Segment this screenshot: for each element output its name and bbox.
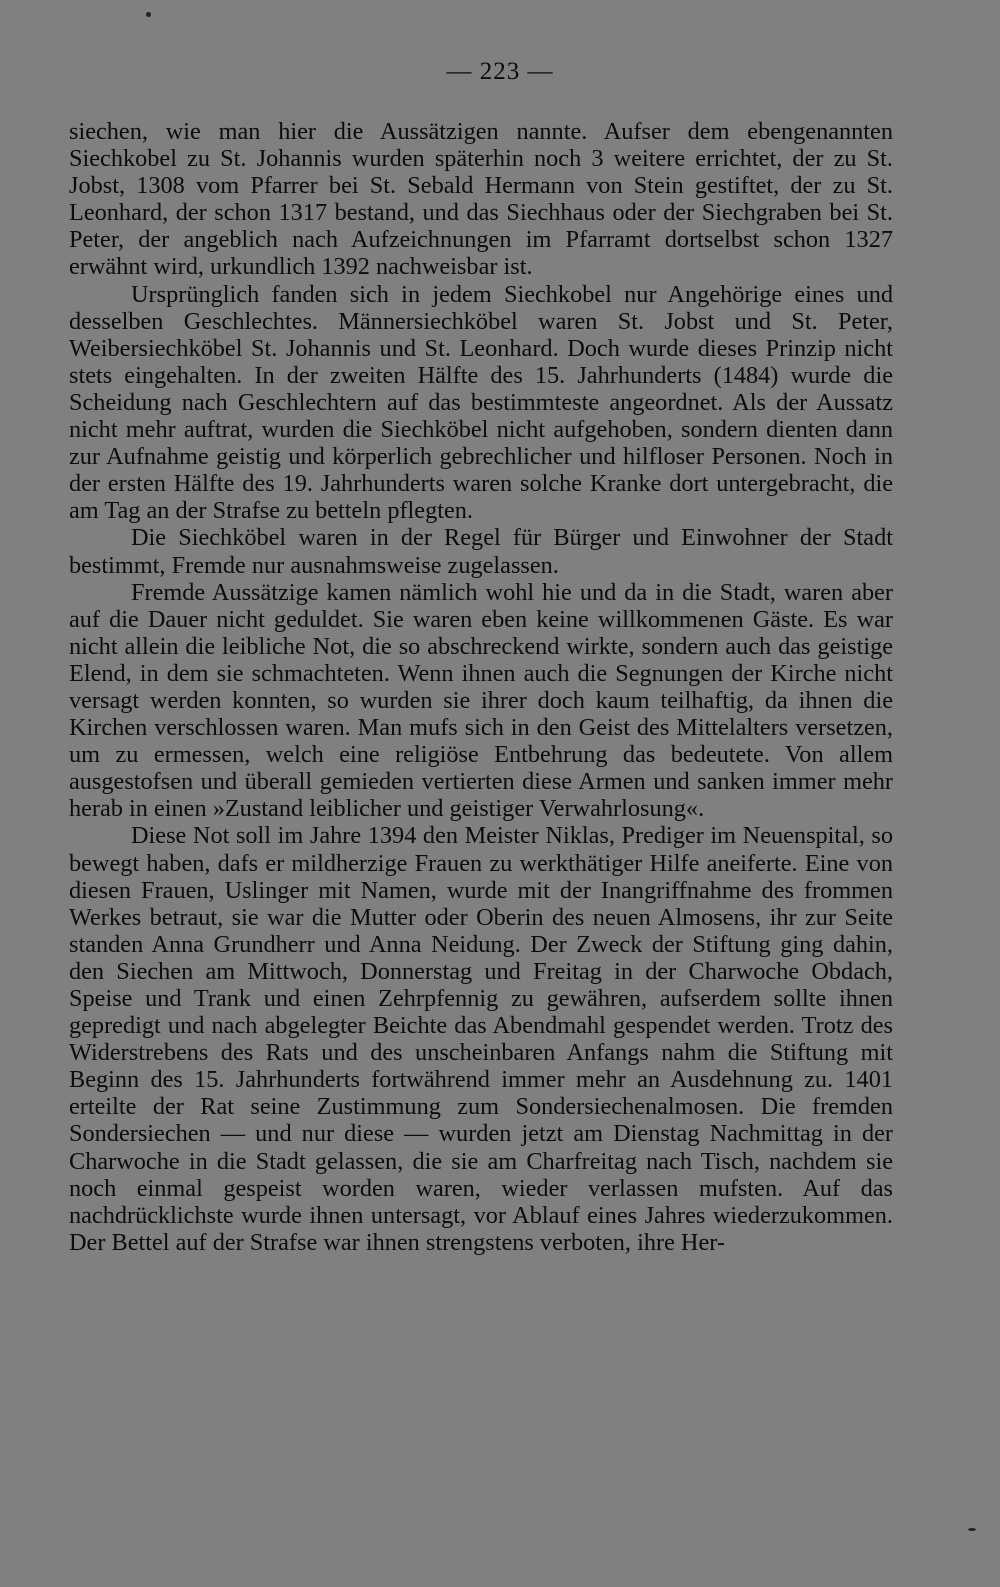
paragraph: siechen, wie man hier die Aussätzigen nannte. Aufser dem ebengenannten Siechkobel zu St. Johannis wurden späterhin noch 3 weitere errichtet, der zu St. Jobst, 1308 vom Pfarrer bei St. Sebald Hermann von Stein gestiftet, der zu St. Leonhard, der schon 1317 bestand, und das Siechhaus oder der Siechgraben bei St. Peter, der angeblich nach Aufzeichnungen im Pfarramt dortselbst schon 1327 erwähnt wird, urkundlich 1392 nachweisbar ist. bbox=[69, 118, 893, 281]
body-text bbox=[69, 118, 893, 1256]
print-speck bbox=[968, 1528, 976, 1531]
paragraph: Die Siechköbel waren in der Regel für Bürger und Einwohner der Stadt bestimmt, Fremde nur ausnahmsweise zugelassen. bbox=[69, 524, 893, 579]
print-speck bbox=[146, 12, 151, 17]
page-number: — 223 — bbox=[446, 58, 554, 85]
paragraph: Ursprünglich fanden sich in jedem Siechkobel nur Angehörige eines und desselben Geschlechtes. Männersiechköbel waren St. Jobst und St. Peter, Weibersiechköbel St. Johannis und St. Leonhard. Doch wurde dieses Prinzip nicht stets eingehalten. In der zweiten Hälfte des 15. Jahrhunderts (1484) wurde die Scheidung nach Geschlechtern auf das bestimmteste angeordnet. Als der Aussatz nicht mehr auftrat, wurden die Siechköbel nicht aufgehoben, sondern dienten dann zur Aufnahme geistig und körperlich gebrechlicher und hilfloser Personen. Noch in der ersten Hälfte des 19. Jahrhunderts waren solche Kranke dort untergebracht, die am Tag an der Strafse zu betteln pflegten. bbox=[69, 280, 893, 525]
paragraph: Diese Not soll im Jahre 1394 den Meister Niklas, Prediger im Neuenspital, so bewegt haben, dafs er mildherzige Frauen zu werkthätiger Hilfe aneiferte. Eine von diesen Frauen, Uslinger mit Namen, wurde mit der Inangriffnahme des frommen Werkes betraut, sie war die Mutter oder Oberin des neuen Almosens, ihr zur Seite standen Anna Grundherr und Anna Neidung. Der Zweck der Stiftung ging dahin, den Siechen am Mittwoch, Donnerstag und Freitag in der Charwoche Obdach, Speise und Trank und einen Zehrpfennig zu gewähren, aufserdem sollte ihnen gepredigt und nach abgelegter Beichte das Abendmahl gespendet werden. Trotz des Widerstrebens des Rats und des unscheinbaren Anfangs nahm die Stiftung mit Beginn des 15. Jahrhunderts fortwährend immer mehr an Ausdehnung zu. 1401 erteilte der Rat seine Zustimmung zum Sondersiechenalmosen. Die fremden Sondersiechen — und nur diese — wurden jetzt am Dienstag Nachmittag in der Charwoche in die Stadt gelassen, die sie am Charfreitag nach Tisch, nachdem sie noch einmal gespeist worden waren, wieder verlassen mufsten. Auf das nachdrücklichste wurde ihnen untersagt, vor Ablauf eines Jahres wiederzukommen. Der Bettel auf der Strafse war ihnen strengstens verboten, ihre Her- bbox=[69, 822, 893, 1256]
paragraph: Fremde Aussätzige kamen nämlich wohl hie und da in die Stadt, waren aber auf die Dauer nicht geduldet. Sie waren eben keine willkommenen Gäste. Es war nicht allein die leibliche Not, die so abschreckend wirkte, sondern auch das geistige Elend, in dem sie schmachteten. Wenn ihnen auch die Segnungen der Kirche nicht versagt werden konnten, so wurden sie ihrer doch kaum teilhaftig, da ihnen die Kirchen verschlossen waren. Man mufs sich in den Geist des Mittelalters versetzen, um zu ermessen, welch eine religiöse Entbehrung das bedeutete. Von allem ausgestofsen und überall gemieden vertierten diese Armen und sanken immer mehr herab in einen »Zustand leiblicher und geistiger Verwahrlosung«. bbox=[69, 578, 893, 823]
